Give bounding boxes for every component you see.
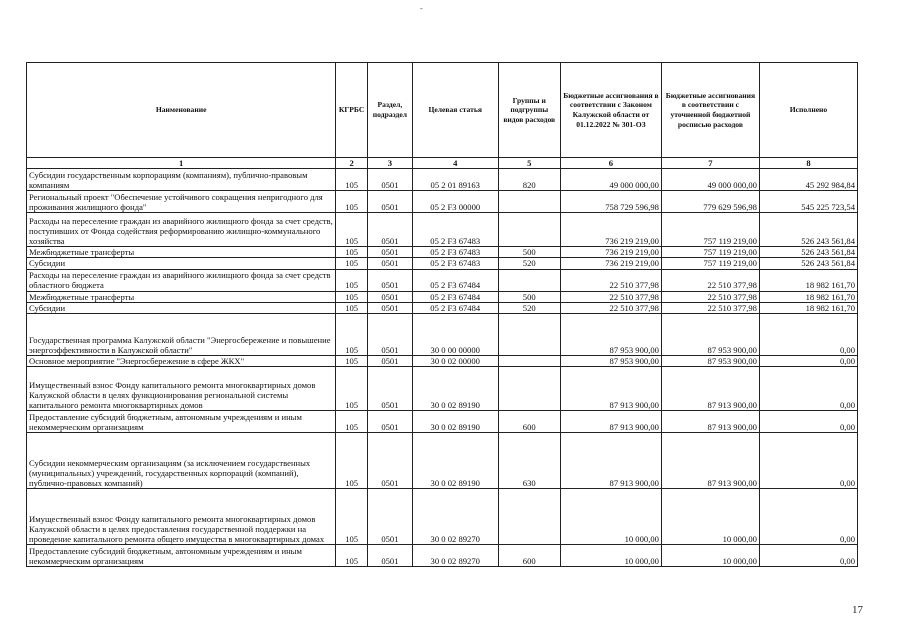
row-group <box>498 356 560 367</box>
row-group <box>498 314 560 356</box>
header-kgrbs: КГРБС <box>336 63 368 158</box>
row-group: 500 <box>498 291 560 302</box>
column-number: 7 <box>661 158 759 169</box>
row-kgrbs: 105 <box>336 291 368 302</box>
table-row <box>27 213 858 247</box>
row-name: Субсидии <box>27 302 336 313</box>
table-row <box>27 356 858 367</box>
row-law-amount: 87 913 900,00 <box>560 411 661 433</box>
row-section: 0501 <box>367 169 412 191</box>
row-refined-amount: 87 913 900,00 <box>661 367 759 411</box>
row-refined-amount: 22 510 377,98 <box>661 291 759 302</box>
row-executed-amount: 18 982 161,70 <box>759 302 857 313</box>
row-refined-amount: 779 629 596,98 <box>661 191 759 213</box>
row-section: 0501 <box>367 356 412 367</box>
column-number: 8 <box>759 158 857 169</box>
column-number-row <box>27 158 858 169</box>
row-kgrbs: 105 <box>336 411 368 433</box>
row-section: 0501 <box>367 291 412 302</box>
table-row <box>27 367 858 411</box>
row-kgrbs: 105 <box>336 269 368 291</box>
row-kgrbs: 105 <box>336 213 368 247</box>
row-group <box>498 191 560 213</box>
row-kgrbs: 105 <box>336 433 368 489</box>
row-executed-amount: 526 243 561,84 <box>759 213 857 247</box>
table-row <box>27 247 858 258</box>
row-section: 0501 <box>367 191 412 213</box>
row-refined-amount: 49 000 000,00 <box>661 169 759 191</box>
row-group: 520 <box>498 302 560 313</box>
row-group: 600 <box>498 411 560 433</box>
row-refined-amount: 87 953 900,00 <box>661 356 759 367</box>
row-name: Предоставление субсидий бюджетным, автономным учреждениям и иным некоммерческим организациям <box>27 411 336 433</box>
row-name: Предоставление субсидий бюджетным, автономным учреждениям и иным некоммерческим организациям <box>27 545 336 567</box>
header-law: Бюджетные ассигнования в соответствии с Законом Калужской области от 01.12.2022 № 301-ОЗ <box>560 63 661 158</box>
row-section: 0501 <box>367 314 412 356</box>
header-target: Целевая статья <box>412 63 498 158</box>
row-name: Субсидии некоммерческим организациям (за исключением государственных (муниципальных) учреждений, государственных корпораций (компаний), публично-правовых компаний) <box>27 433 336 489</box>
header-name: Наименование <box>27 63 336 158</box>
column-number: 3 <box>367 158 412 169</box>
table-row <box>27 302 858 313</box>
row-target: 05 2 F3 67484 <box>412 291 498 302</box>
row-refined-amount: 10 000,00 <box>661 489 759 545</box>
row-kgrbs: 105 <box>336 545 368 567</box>
table-row <box>27 314 858 356</box>
table-row <box>27 191 858 213</box>
row-target: 30 0 02 89270 <box>412 489 498 545</box>
header-group: Группы и подгруппы видов расходов <box>498 63 560 158</box>
table-row <box>27 433 858 489</box>
row-executed-amount: 526 243 561,84 <box>759 247 857 258</box>
row-target: 05 2 F3 67483 <box>412 213 498 247</box>
row-executed-amount: 545 225 723,54 <box>759 191 857 213</box>
row-section: 0501 <box>367 433 412 489</box>
row-refined-amount: 757 119 219,00 <box>661 258 759 269</box>
row-target: 30 0 02 89270 <box>412 545 498 567</box>
row-refined-amount: 757 119 219,00 <box>661 213 759 247</box>
row-target: 30 0 00 00000 <box>412 314 498 356</box>
row-group: 500 <box>498 247 560 258</box>
table-row <box>27 489 858 545</box>
row-section: 0501 <box>367 367 412 411</box>
row-executed-amount: 45 292 984,84 <box>759 169 857 191</box>
column-number: 4 <box>412 158 498 169</box>
row-name: Имущественный взнос Фонду капитального ремонта многоквартирных домов Калужской области в целях предоставления государственной поддержки на проведение капитального ремонта общего имущества в многоквартирных домах <box>27 489 336 545</box>
row-law-amount: 22 510 377,98 <box>560 291 661 302</box>
row-law-amount: 736 219 219,00 <box>560 247 661 258</box>
row-refined-amount: 87 953 900,00 <box>661 314 759 356</box>
row-group <box>498 269 560 291</box>
page-number: 17 <box>852 604 863 616</box>
column-number: 5 <box>498 158 560 169</box>
row-law-amount: 736 219 219,00 <box>560 258 661 269</box>
row-target: 05 2 01 89163 <box>412 169 498 191</box>
row-kgrbs: 105 <box>336 258 368 269</box>
row-name: Имущественный взнос Фонду капитального ремонта многоквартирных домов Калужской области в целях функционирования региональной системы капитального ремонта многоквартирных домов <box>27 367 336 411</box>
column-number: 1 <box>27 158 336 169</box>
row-kgrbs: 105 <box>336 356 368 367</box>
table-body <box>27 169 858 567</box>
row-target: 30 0 02 00000 <box>412 356 498 367</box>
row-law-amount: 22 510 377,98 <box>560 302 661 313</box>
row-executed-amount: 18 982 161,70 <box>759 269 857 291</box>
row-executed-amount: 526 243 561,84 <box>759 258 857 269</box>
row-refined-amount: 22 510 377,98 <box>661 302 759 313</box>
table-row <box>27 545 858 567</box>
row-name: Расходы на переселение граждан из аварийного жилищного фонда за счет средств, поступивших от Фонда содействия реформированию жилищно-коммунального хозяйства <box>27 213 336 247</box>
row-target: 05 2 F3 67484 <box>412 269 498 291</box>
row-target: 30 0 02 89190 <box>412 433 498 489</box>
table-row <box>27 291 858 302</box>
row-name: Государственная программа Калужской области "Энергосбережение и повышение энергоэффективности в Калужской области" <box>27 314 336 356</box>
row-group <box>498 213 560 247</box>
row-kgrbs: 105 <box>336 367 368 411</box>
row-target: 05 2 F3 67483 <box>412 247 498 258</box>
row-section: 0501 <box>367 269 412 291</box>
row-name: Субсидии государственным корпорациям (компаниям), публично-правовым компаниям <box>27 169 336 191</box>
row-group <box>498 489 560 545</box>
row-name: Субсидии <box>27 258 336 269</box>
table-row <box>27 169 858 191</box>
row-law-amount: 87 913 900,00 <box>560 433 661 489</box>
row-executed-amount: 18 982 161,70 <box>759 291 857 302</box>
row-name: Расходы на переселение граждан из аварийного жилищного фонда за счет средств областного бюджета <box>27 269 336 291</box>
row-target: 30 0 02 89190 <box>412 367 498 411</box>
row-kgrbs: 105 <box>336 489 368 545</box>
row-refined-amount: 87 913 900,00 <box>661 411 759 433</box>
header-executed: Исполнено <box>759 63 857 158</box>
row-section: 0501 <box>367 302 412 313</box>
row-name: Основное мероприятие "Энергосбережение в сфере ЖКХ" <box>27 356 336 367</box>
row-refined-amount: 87 913 900,00 <box>661 433 759 489</box>
row-law-amount: 22 510 377,98 <box>560 269 661 291</box>
row-executed-amount: 0,00 <box>759 356 857 367</box>
header-refined: Бюджетные ассигнования в соответствии с уточненной бюджетной росписью расходов <box>661 63 759 158</box>
row-name: Межбюджетные трансферты <box>27 247 336 258</box>
row-kgrbs: 105 <box>336 247 368 258</box>
row-section: 0501 <box>367 247 412 258</box>
budget-table <box>26 62 858 567</box>
row-kgrbs: 105 <box>336 302 368 313</box>
row-group: 520 <box>498 258 560 269</box>
row-section: 0501 <box>367 411 412 433</box>
row-group: 820 <box>498 169 560 191</box>
row-kgrbs: 105 <box>336 191 368 213</box>
row-refined-amount: 22 510 377,98 <box>661 269 759 291</box>
column-number: 6 <box>560 158 661 169</box>
row-kgrbs: 105 <box>336 169 368 191</box>
table-row <box>27 411 858 433</box>
row-target: 05 2 F3 00000 <box>412 191 498 213</box>
row-group <box>498 367 560 411</box>
row-law-amount: 87 913 900,00 <box>560 367 661 411</box>
row-law-amount: 87 953 900,00 <box>560 356 661 367</box>
row-group: 600 <box>498 545 560 567</box>
column-number: 2 <box>336 158 368 169</box>
row-section: 0501 <box>367 213 412 247</box>
row-executed-amount: 0,00 <box>759 489 857 545</box>
row-law-amount: 736 219 219,00 <box>560 213 661 247</box>
row-executed-amount: 0,00 <box>759 433 857 489</box>
row-executed-amount: 0,00 <box>759 314 857 356</box>
row-kgrbs: 105 <box>336 314 368 356</box>
table-row <box>27 258 858 269</box>
row-name: Межбюджетные трансферты <box>27 291 336 302</box>
row-law-amount: 10 000,00 <box>560 489 661 545</box>
row-refined-amount: 10 000,00 <box>661 545 759 567</box>
row-section: 0501 <box>367 545 412 567</box>
row-executed-amount: 0,00 <box>759 545 857 567</box>
row-target: 05 2 F3 67483 <box>412 258 498 269</box>
row-executed-amount: 0,00 <box>759 367 857 411</box>
row-name: Региональный проект "Обеспечение устойчивого сокращения непригодного для проживания жилищного фонда" <box>27 191 336 213</box>
row-section: 0501 <box>367 258 412 269</box>
row-executed-amount: 0,00 <box>759 411 857 433</box>
row-group: 630 <box>498 433 560 489</box>
row-law-amount: 758 729 596,98 <box>560 191 661 213</box>
table-header-row <box>27 63 858 158</box>
row-target: 05 2 F3 67484 <box>412 302 498 313</box>
row-law-amount: 10 000,00 <box>560 545 661 567</box>
header-section: Раздел, подраздел <box>367 63 412 158</box>
row-law-amount: 87 953 900,00 <box>560 314 661 356</box>
row-section: 0501 <box>367 489 412 545</box>
table-row <box>27 269 858 291</box>
row-target: 30 0 02 89190 <box>412 411 498 433</box>
page-top-mark: - <box>420 4 423 13</box>
row-refined-amount: 757 119 219,00 <box>661 247 759 258</box>
row-law-amount: 49 000 000,00 <box>560 169 661 191</box>
